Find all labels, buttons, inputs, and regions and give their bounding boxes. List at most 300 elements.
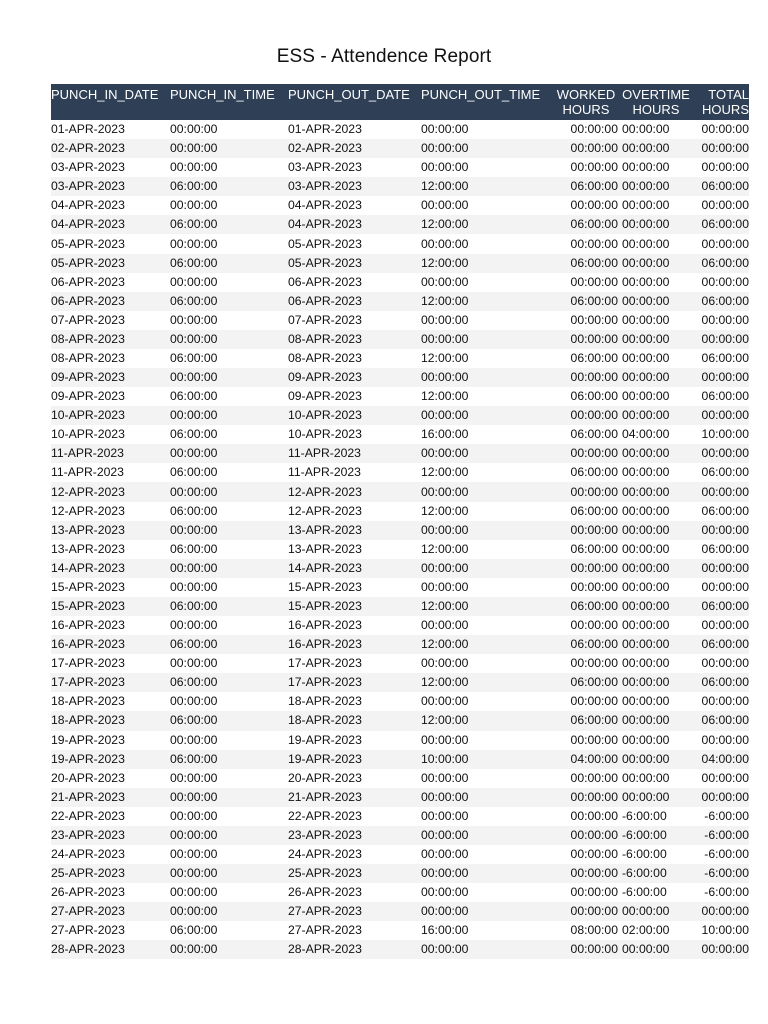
punch-out-date-cell: 27-APR-2023 <box>288 921 421 940</box>
punch-out-time-cell: 12:00:00 <box>421 387 552 406</box>
column-header-total-hours <box>692 84 749 120</box>
punch-out-time-cell: 12:00:00 <box>421 292 552 311</box>
total-hours-cell: 00:00:00 <box>692 769 749 788</box>
punch-out-date-cell: 13-APR-2023 <box>288 521 421 540</box>
table-row <box>51 845 749 864</box>
punch-in-date-cell: 17-APR-2023 <box>51 673 170 692</box>
table-row <box>51 826 749 845</box>
punch-in-time-cell: 00:00:00 <box>170 234 288 253</box>
punch-in-date-cell: 26-APR-2023 <box>51 883 170 902</box>
report-title: ESS - Attendence Report <box>276 46 492 67</box>
punch-out-time-cell: 12:00:00 <box>421 254 552 273</box>
total-hours-cell: 00:00:00 <box>692 654 749 673</box>
table-row <box>51 139 749 158</box>
column-header-label: OVERTIME <box>622 87 690 102</box>
total-hours-cell: 06:00:00 <box>692 711 749 730</box>
punch-out-time-cell: 00:00:00 <box>421 940 552 959</box>
overtime-hours-cell: -6:00:00 <box>620 826 692 845</box>
punch-in-date-cell: 08-APR-2023 <box>51 349 170 368</box>
table-body <box>51 120 749 959</box>
punch-out-date-cell: 13-APR-2023 <box>288 540 421 559</box>
table-row <box>51 673 749 692</box>
worked-hours-cell: 00:00:00 <box>552 807 620 826</box>
overtime-hours-cell: 00:00:00 <box>620 616 692 635</box>
punch-out-date-cell: 11-APR-2023 <box>288 463 421 482</box>
punch-in-time-cell: 00:00:00 <box>170 731 288 750</box>
worked-hours-cell: 00:00:00 <box>552 406 620 425</box>
punch-out-date-cell: 11-APR-2023 <box>288 444 421 463</box>
total-hours-cell: 06:00:00 <box>692 387 749 406</box>
overtime-hours-cell: 00:00:00 <box>620 215 692 234</box>
table-row <box>51 635 749 654</box>
overtime-hours-cell: 00:00:00 <box>620 196 692 215</box>
overtime-hours-cell: 00:00:00 <box>620 234 692 253</box>
punch-in-date-cell: 17-APR-2023 <box>51 654 170 673</box>
punch-in-time-cell: 00:00:00 <box>170 883 288 902</box>
overtime-hours-cell: 00:00:00 <box>620 444 692 463</box>
worked-hours-cell: 00:00:00 <box>552 196 620 215</box>
punch-out-time-cell: 16:00:00 <box>421 425 552 444</box>
table-row <box>51 902 749 921</box>
punch-in-time-cell: 00:00:00 <box>170 845 288 864</box>
punch-out-date-cell: 23-APR-2023 <box>288 826 421 845</box>
punch-out-date-cell: 15-APR-2023 <box>288 578 421 597</box>
total-hours-cell: 00:00:00 <box>692 158 749 177</box>
total-hours-cell: 00:00:00 <box>692 692 749 711</box>
punch-out-date-cell: 24-APR-2023 <box>288 845 421 864</box>
punch-out-time-cell: 12:00:00 <box>421 502 552 521</box>
worked-hours-cell: 00:00:00 <box>552 139 620 158</box>
punch-in-time-cell: 00:00:00 <box>170 578 288 597</box>
column-header-overtime-hours <box>620 84 692 120</box>
worked-hours-cell: 06:00:00 <box>552 387 620 406</box>
punch-in-time-cell: 00:00:00 <box>170 769 288 788</box>
total-hours-cell: 00:00:00 <box>692 788 749 807</box>
table-row <box>51 807 749 826</box>
total-hours-cell: -6:00:00 <box>692 864 749 883</box>
worked-hours-cell: 06:00:00 <box>552 292 620 311</box>
punch-in-date-cell: 05-APR-2023 <box>51 254 170 273</box>
total-hours-cell: 00:00:00 <box>692 559 749 578</box>
punch-in-date-cell: 15-APR-2023 <box>51 578 170 597</box>
total-hours-cell: -6:00:00 <box>692 845 749 864</box>
punch-in-date-cell: 08-APR-2023 <box>51 330 170 349</box>
total-hours-cell: 00:00:00 <box>692 311 749 330</box>
worked-hours-cell: 06:00:00 <box>552 177 620 196</box>
worked-hours-cell: 00:00:00 <box>552 788 620 807</box>
punch-in-time-cell: 00:00:00 <box>170 406 288 425</box>
table-row <box>51 273 749 292</box>
overtime-hours-cell: 00:00:00 <box>620 559 692 578</box>
total-hours-cell: -6:00:00 <box>692 826 749 845</box>
punch-out-date-cell: 28-APR-2023 <box>288 940 421 959</box>
table-row <box>51 692 749 711</box>
punch-out-time-cell: 10:00:00 <box>421 750 552 769</box>
punch-in-time-cell: 06:00:00 <box>170 177 288 196</box>
overtime-hours-cell: -6:00:00 <box>620 864 692 883</box>
punch-out-date-cell: 15-APR-2023 <box>288 597 421 616</box>
table-row <box>51 597 749 616</box>
table-row <box>51 540 749 559</box>
punch-out-time-cell: 12:00:00 <box>421 349 552 368</box>
worked-hours-cell: 00:00:00 <box>552 578 620 597</box>
punch-in-date-cell: 09-APR-2023 <box>51 368 170 387</box>
punch-in-time-cell: 00:00:00 <box>170 692 288 711</box>
overtime-hours-cell: 00:00:00 <box>620 273 692 292</box>
punch-out-date-cell: 05-APR-2023 <box>288 234 421 253</box>
worked-hours-cell: 00:00:00 <box>552 311 620 330</box>
punch-in-date-cell: 19-APR-2023 <box>51 731 170 750</box>
overtime-hours-cell: 00:00:00 <box>620 463 692 482</box>
punch-in-date-cell: 13-APR-2023 <box>51 540 170 559</box>
overtime-hours-cell: 00:00:00 <box>620 482 692 501</box>
punch-out-date-cell: 17-APR-2023 <box>288 673 421 692</box>
worked-hours-cell: 00:00:00 <box>552 940 620 959</box>
table-row <box>51 425 749 444</box>
punch-in-time-cell: 00:00:00 <box>170 521 288 540</box>
punch-in-time-cell: 06:00:00 <box>170 349 288 368</box>
worked-hours-cell: 06:00:00 <box>552 635 620 654</box>
worked-hours-cell: 00:00:00 <box>552 234 620 253</box>
worked-hours-cell: 00:00:00 <box>552 482 620 501</box>
punch-out-time-cell: 00:00:00 <box>421 234 552 253</box>
total-hours-cell: 00:00:00 <box>692 139 749 158</box>
total-hours-cell: 00:00:00 <box>692 731 749 750</box>
overtime-hours-cell: 00:00:00 <box>620 769 692 788</box>
worked-hours-cell: 00:00:00 <box>552 368 620 387</box>
overtime-hours-cell: -6:00:00 <box>620 845 692 864</box>
punch-out-date-cell: 07-APR-2023 <box>288 311 421 330</box>
punch-in-time-cell: 06:00:00 <box>170 502 288 521</box>
punch-out-date-cell: 19-APR-2023 <box>288 750 421 769</box>
punch-out-date-cell: 03-APR-2023 <box>288 177 421 196</box>
punch-in-time-cell: 06:00:00 <box>170 387 288 406</box>
total-hours-cell: 06:00:00 <box>692 597 749 616</box>
column-header-label: PUNCH_IN_DATE <box>51 87 159 102</box>
overtime-hours-cell: 00:00:00 <box>620 368 692 387</box>
table-row <box>51 444 749 463</box>
punch-out-time-cell: 00:00:00 <box>421 444 552 463</box>
table-row <box>51 196 749 215</box>
total-hours-cell: 06:00:00 <box>692 177 749 196</box>
overtime-hours-cell: 00:00:00 <box>620 349 692 368</box>
punch-in-date-cell: 25-APR-2023 <box>51 864 170 883</box>
punch-in-date-cell: 02-APR-2023 <box>51 139 170 158</box>
column-header-punch-in-date <box>51 84 170 120</box>
column-header-label: HOURS <box>632 102 680 117</box>
table-row <box>51 463 749 482</box>
table-row <box>51 482 749 501</box>
overtime-hours-cell: -6:00:00 <box>620 883 692 902</box>
table-row <box>51 864 749 883</box>
punch-in-date-cell: 06-APR-2023 <box>51 273 170 292</box>
punch-in-date-cell: 20-APR-2023 <box>51 769 170 788</box>
total-hours-cell: -6:00:00 <box>692 883 749 902</box>
table-row <box>51 158 749 177</box>
table-row <box>51 330 749 349</box>
overtime-hours-cell: 00:00:00 <box>620 711 692 730</box>
punch-out-date-cell: 21-APR-2023 <box>288 788 421 807</box>
column-header-worked-hours <box>552 84 620 120</box>
overtime-hours-cell: 00:00:00 <box>620 635 692 654</box>
punch-out-time-cell: 00:00:00 <box>421 196 552 215</box>
punch-in-date-cell: 04-APR-2023 <box>51 196 170 215</box>
punch-in-time-cell: 06:00:00 <box>170 711 288 730</box>
total-hours-cell: 00:00:00 <box>692 273 749 292</box>
punch-out-time-cell: 12:00:00 <box>421 635 552 654</box>
punch-out-date-cell: 06-APR-2023 <box>288 273 421 292</box>
punch-out-time-cell: 12:00:00 <box>421 463 552 482</box>
worked-hours-cell: 00:00:00 <box>552 864 620 883</box>
punch-in-time-cell: 00:00:00 <box>170 902 288 921</box>
overtime-hours-cell: 00:00:00 <box>620 139 692 158</box>
worked-hours-cell: 00:00:00 <box>552 444 620 463</box>
punch-in-time-cell: 00:00:00 <box>170 273 288 292</box>
punch-in-date-cell: 03-APR-2023 <box>51 177 170 196</box>
punch-in-date-cell: 12-APR-2023 <box>51 502 170 521</box>
total-hours-cell: 06:00:00 <box>692 673 749 692</box>
punch-out-date-cell: 09-APR-2023 <box>288 387 421 406</box>
table-row <box>51 120 749 139</box>
table-row <box>51 215 749 234</box>
punch-in-date-cell: 11-APR-2023 <box>51 444 170 463</box>
punch-out-date-cell: 26-APR-2023 <box>288 883 421 902</box>
overtime-hours-cell: 00:00:00 <box>620 330 692 349</box>
punch-in-date-cell: 16-APR-2023 <box>51 635 170 654</box>
worked-hours-cell: 08:00:00 <box>552 921 620 940</box>
punch-in-time-cell: 00:00:00 <box>170 330 288 349</box>
punch-out-time-cell: 00:00:00 <box>421 311 552 330</box>
table-row <box>51 292 749 311</box>
total-hours-cell: 06:00:00 <box>692 635 749 654</box>
punch-in-time-cell: 06:00:00 <box>170 425 288 444</box>
punch-out-time-cell: 00:00:00 <box>421 406 552 425</box>
table-row <box>51 559 749 578</box>
punch-in-time-cell: 00:00:00 <box>170 444 288 463</box>
punch-out-date-cell: 04-APR-2023 <box>288 196 421 215</box>
worked-hours-cell: 00:00:00 <box>552 273 620 292</box>
punch-in-time-cell: 06:00:00 <box>170 921 288 940</box>
overtime-hours-cell: 00:00:00 <box>620 521 692 540</box>
worked-hours-cell: 00:00:00 <box>552 731 620 750</box>
punch-in-date-cell: 11-APR-2023 <box>51 463 170 482</box>
table-row <box>51 883 749 902</box>
punch-out-time-cell: 00:00:00 <box>421 578 552 597</box>
worked-hours-cell: 06:00:00 <box>552 597 620 616</box>
punch-in-date-cell: 07-APR-2023 <box>51 311 170 330</box>
total-hours-cell: 00:00:00 <box>692 482 749 501</box>
punch-out-time-cell: 12:00:00 <box>421 711 552 730</box>
table-row <box>51 940 749 959</box>
worked-hours-cell: 06:00:00 <box>552 711 620 730</box>
worked-hours-cell: 06:00:00 <box>552 349 620 368</box>
total-hours-cell: 00:00:00 <box>692 368 749 387</box>
total-hours-cell: 06:00:00 <box>692 502 749 521</box>
punch-out-date-cell: 18-APR-2023 <box>288 711 421 730</box>
punch-out-time-cell: 00:00:00 <box>421 692 552 711</box>
punch-in-date-cell: 27-APR-2023 <box>51 921 170 940</box>
column-header-label: HOURS <box>702 102 749 117</box>
table-row <box>51 578 749 597</box>
worked-hours-cell: 06:00:00 <box>552 254 620 273</box>
punch-in-date-cell: 19-APR-2023 <box>51 750 170 769</box>
punch-in-date-cell: 13-APR-2023 <box>51 521 170 540</box>
total-hours-cell: 00:00:00 <box>692 521 749 540</box>
punch-in-date-cell: 21-APR-2023 <box>51 788 170 807</box>
punch-in-date-cell: 28-APR-2023 <box>51 940 170 959</box>
punch-out-date-cell: 03-APR-2023 <box>288 158 421 177</box>
worked-hours-cell: 00:00:00 <box>552 845 620 864</box>
column-header-label: TOTAL <box>708 87 749 102</box>
punch-out-time-cell: 00:00:00 <box>421 368 552 387</box>
punch-in-date-cell: 16-APR-2023 <box>51 616 170 635</box>
punch-in-time-cell: 00:00:00 <box>170 311 288 330</box>
punch-out-date-cell: 14-APR-2023 <box>288 559 421 578</box>
punch-out-time-cell: 12:00:00 <box>421 215 552 234</box>
punch-in-time-cell: 00:00:00 <box>170 158 288 177</box>
punch-in-time-cell: 06:00:00 <box>170 215 288 234</box>
worked-hours-cell: 00:00:00 <box>552 158 620 177</box>
punch-in-time-cell: 00:00:00 <box>170 616 288 635</box>
attendance-table <box>51 84 749 959</box>
table-row <box>51 654 749 673</box>
punch-out-time-cell: 00:00:00 <box>421 616 552 635</box>
worked-hours-cell: 00:00:00 <box>552 902 620 921</box>
punch-out-time-cell: 00:00:00 <box>421 559 552 578</box>
punch-out-date-cell: 16-APR-2023 <box>288 616 421 635</box>
punch-in-date-cell: 18-APR-2023 <box>51 692 170 711</box>
total-hours-cell: 00:00:00 <box>692 330 749 349</box>
total-hours-cell: 04:00:00 <box>692 750 749 769</box>
punch-in-date-cell: 03-APR-2023 <box>51 158 170 177</box>
worked-hours-cell: 00:00:00 <box>552 559 620 578</box>
column-header-label: PUNCH_OUT_TIME <box>421 87 541 102</box>
punch-out-date-cell: 18-APR-2023 <box>288 692 421 711</box>
overtime-hours-cell: 00:00:00 <box>620 940 692 959</box>
worked-hours-cell: 04:00:00 <box>552 750 620 769</box>
punch-out-time-cell: 00:00:00 <box>421 845 552 864</box>
punch-in-time-cell: 06:00:00 <box>170 597 288 616</box>
worked-hours-cell: 00:00:00 <box>552 769 620 788</box>
punch-out-date-cell: 06-APR-2023 <box>288 292 421 311</box>
worked-hours-cell: 00:00:00 <box>552 521 620 540</box>
table-header <box>51 84 749 120</box>
table-row <box>51 406 749 425</box>
punch-out-date-cell: 19-APR-2023 <box>288 731 421 750</box>
total-hours-cell: 10:00:00 <box>692 425 749 444</box>
punch-in-time-cell: 00:00:00 <box>170 120 288 139</box>
overtime-hours-cell: 00:00:00 <box>620 654 692 673</box>
worked-hours-cell: 00:00:00 <box>552 120 620 139</box>
punch-out-time-cell: 00:00:00 <box>421 807 552 826</box>
punch-out-date-cell: 05-APR-2023 <box>288 254 421 273</box>
total-hours-cell: 06:00:00 <box>692 215 749 234</box>
overtime-hours-cell: 00:00:00 <box>620 177 692 196</box>
total-hours-cell: 00:00:00 <box>692 444 749 463</box>
punch-out-date-cell: 16-APR-2023 <box>288 635 421 654</box>
punch-out-date-cell: 01-APR-2023 <box>288 120 421 139</box>
table-row <box>51 254 749 273</box>
table-row <box>51 711 749 730</box>
punch-in-time-cell: 00:00:00 <box>170 368 288 387</box>
overtime-hours-cell: -6:00:00 <box>620 807 692 826</box>
punch-out-time-cell: 12:00:00 <box>421 540 552 559</box>
worked-hours-cell: 06:00:00 <box>552 425 620 444</box>
table-row <box>51 502 749 521</box>
punch-out-date-cell: 09-APR-2023 <box>288 368 421 387</box>
column-header-label: PUNCH_OUT_DATE <box>288 87 410 102</box>
table-row <box>51 731 749 750</box>
punch-in-date-cell: 01-APR-2023 <box>51 120 170 139</box>
punch-out-date-cell: 02-APR-2023 <box>288 139 421 158</box>
worked-hours-cell: 06:00:00 <box>552 673 620 692</box>
punch-in-time-cell: 06:00:00 <box>170 254 288 273</box>
column-header-label: WORKED <box>556 87 616 102</box>
table-row <box>51 311 749 330</box>
punch-out-date-cell: 10-APR-2023 <box>288 406 421 425</box>
punch-in-time-cell: 00:00:00 <box>170 788 288 807</box>
overtime-hours-cell: 00:00:00 <box>620 902 692 921</box>
punch-in-time-cell: 06:00:00 <box>170 635 288 654</box>
total-hours-cell: -6:00:00 <box>692 807 749 826</box>
punch-out-time-cell: 00:00:00 <box>421 654 552 673</box>
punch-out-date-cell: 12-APR-2023 <box>288 502 421 521</box>
overtime-hours-cell: 00:00:00 <box>620 731 692 750</box>
punch-in-date-cell: 22-APR-2023 <box>51 807 170 826</box>
punch-out-time-cell: 00:00:00 <box>421 482 552 501</box>
punch-out-date-cell: 12-APR-2023 <box>288 482 421 501</box>
overtime-hours-cell: 00:00:00 <box>620 158 692 177</box>
overtime-hours-cell: 00:00:00 <box>620 292 692 311</box>
total-hours-cell: 06:00:00 <box>692 254 749 273</box>
punch-in-time-cell: 06:00:00 <box>170 673 288 692</box>
table-row <box>51 616 749 635</box>
punch-out-time-cell: 00:00:00 <box>421 139 552 158</box>
table-row <box>51 349 749 368</box>
punch-out-time-cell: 00:00:00 <box>421 864 552 883</box>
punch-out-date-cell: 22-APR-2023 <box>288 807 421 826</box>
punch-out-time-cell: 00:00:00 <box>421 158 552 177</box>
punch-in-date-cell: 06-APR-2023 <box>51 292 170 311</box>
total-hours-cell: 00:00:00 <box>692 406 749 425</box>
punch-in-date-cell: 27-APR-2023 <box>51 902 170 921</box>
worked-hours-cell: 00:00:00 <box>552 826 620 845</box>
punch-in-date-cell: 18-APR-2023 <box>51 711 170 730</box>
worked-hours-cell: 00:00:00 <box>552 692 620 711</box>
worked-hours-cell: 00:00:00 <box>552 616 620 635</box>
total-hours-cell: 06:00:00 <box>692 292 749 311</box>
punch-in-time-cell: 00:00:00 <box>170 940 288 959</box>
overtime-hours-cell: 00:00:00 <box>620 311 692 330</box>
overtime-hours-cell: 00:00:00 <box>620 692 692 711</box>
overtime-hours-cell: 02:00:00 <box>620 921 692 940</box>
punch-out-date-cell: 20-APR-2023 <box>288 769 421 788</box>
punch-out-date-cell: 25-APR-2023 <box>288 864 421 883</box>
punch-out-date-cell: 10-APR-2023 <box>288 425 421 444</box>
worked-hours-cell: 06:00:00 <box>552 540 620 559</box>
punch-out-time-cell: 12:00:00 <box>421 597 552 616</box>
table-row <box>51 234 749 253</box>
overtime-hours-cell: 00:00:00 <box>620 387 692 406</box>
column-header-label: HOURS <box>562 102 610 117</box>
punch-out-date-cell: 17-APR-2023 <box>288 654 421 673</box>
total-hours-cell: 00:00:00 <box>692 196 749 215</box>
punch-out-time-cell: 00:00:00 <box>421 769 552 788</box>
total-hours-cell: 00:00:00 <box>692 578 749 597</box>
worked-hours-cell: 06:00:00 <box>552 463 620 482</box>
punch-in-date-cell: 23-APR-2023 <box>51 826 170 845</box>
punch-in-time-cell: 00:00:00 <box>170 196 288 215</box>
